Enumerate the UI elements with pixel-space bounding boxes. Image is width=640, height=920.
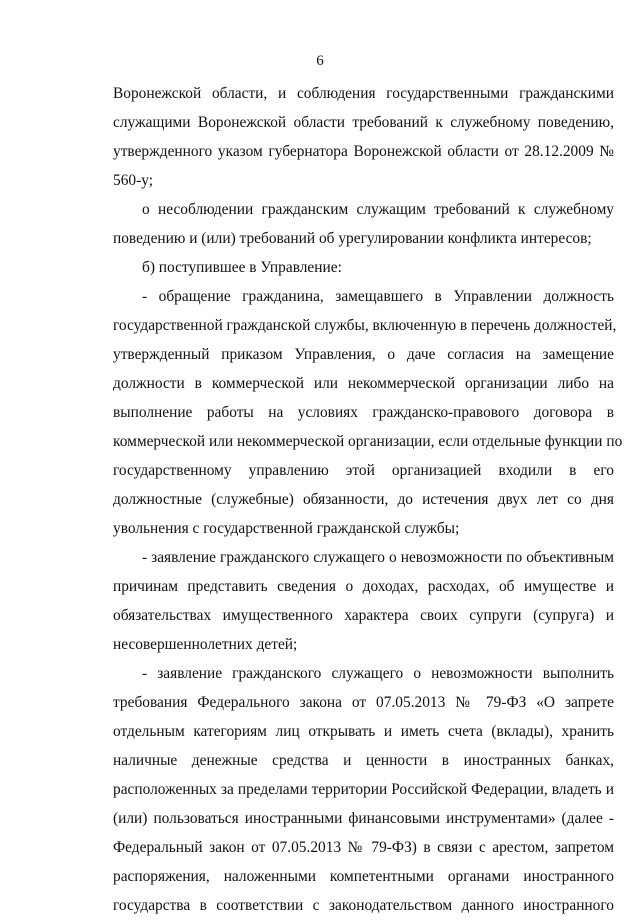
text-line: должностные (служебные) обязанности, до истечения двух лет со дня <box>113 491 614 508</box>
paragraph-first-line: б) поступившее в Управление: <box>142 259 342 276</box>
text-line: государства в соответствии с законодательством данного иностранного <box>113 897 614 914</box>
paragraph-first-line: о несоблюдении гражданским служащим требований к служебному <box>142 201 614 218</box>
text-line: увольнения с государственной гражданской службы; <box>113 520 460 537</box>
text-line: распоряжения, наложенными компетентными органами иностранного <box>113 868 614 885</box>
text-line: государственному управлению этой организацией входили в его <box>113 462 614 479</box>
text-line: Федеральный закон от 07.05.2013 № 79-ФЗ) в связи с арестом, запретом <box>113 839 614 856</box>
text-line: выполнение работы на условиях гражданско-правового договора в <box>113 404 614 421</box>
text-line: поведению и (или) требований об урегулировании конфликта интересов; <box>113 230 592 247</box>
text-line: 560-у; <box>113 172 153 189</box>
text-line: утвержденного указом губернатора Воронежской области от 28.12.2009 № <box>113 143 614 160</box>
text-line: обязательствах имущественного характера своих супруги (супруга) и <box>113 607 614 624</box>
text-line: Воронежской области, и соблюдения государственными гражданскими <box>113 85 614 102</box>
text-line: причинам представить сведения о доходах, расходах, об имуществе и <box>113 578 614 595</box>
text-line: коммерческой или некоммерческой организации, если отдельные функции по <box>113 433 623 450</box>
page-number: 6 <box>316 53 324 69</box>
text-line: требования Федерального закона от 07.05.2013 № 79-ФЗ «О запрете <box>113 694 614 711</box>
paragraph-first-line: - заявление гражданского служащего о невозможности выполнить <box>142 665 614 682</box>
paragraph-first-line: - заявление гражданского служащего о невозможности по объективным <box>142 549 614 566</box>
text-line: служащими Воронежской области требований к служебному поведению, <box>113 114 614 131</box>
paragraph-first-line: - обращение гражданина, замещавшего в Управлении должность <box>142 288 614 305</box>
document-body <box>113 79 623 920</box>
text-line: расположенных за пределами территории Российской Федерации, владеть и <box>113 781 614 798</box>
text-line: (или) пользоваться иностранными финансовыми инструментами» (далее - <box>113 810 614 827</box>
text-line: отдельным категориям лиц открывать и иметь счета (вклады), хранить <box>113 723 614 740</box>
text-line: должности в коммерческой или некоммерческой организации либо на <box>113 375 614 392</box>
text-line: наличные денежные средства и ценности в иностранных банках, <box>113 752 614 769</box>
text-line: утвержденный приказом Управления, о даче согласия на замещение <box>113 346 614 363</box>
text-line: несовершеннолетних детей; <box>113 636 298 653</box>
text-line: государственной гражданской службы, включенную в перечень должностей, <box>113 317 617 334</box>
